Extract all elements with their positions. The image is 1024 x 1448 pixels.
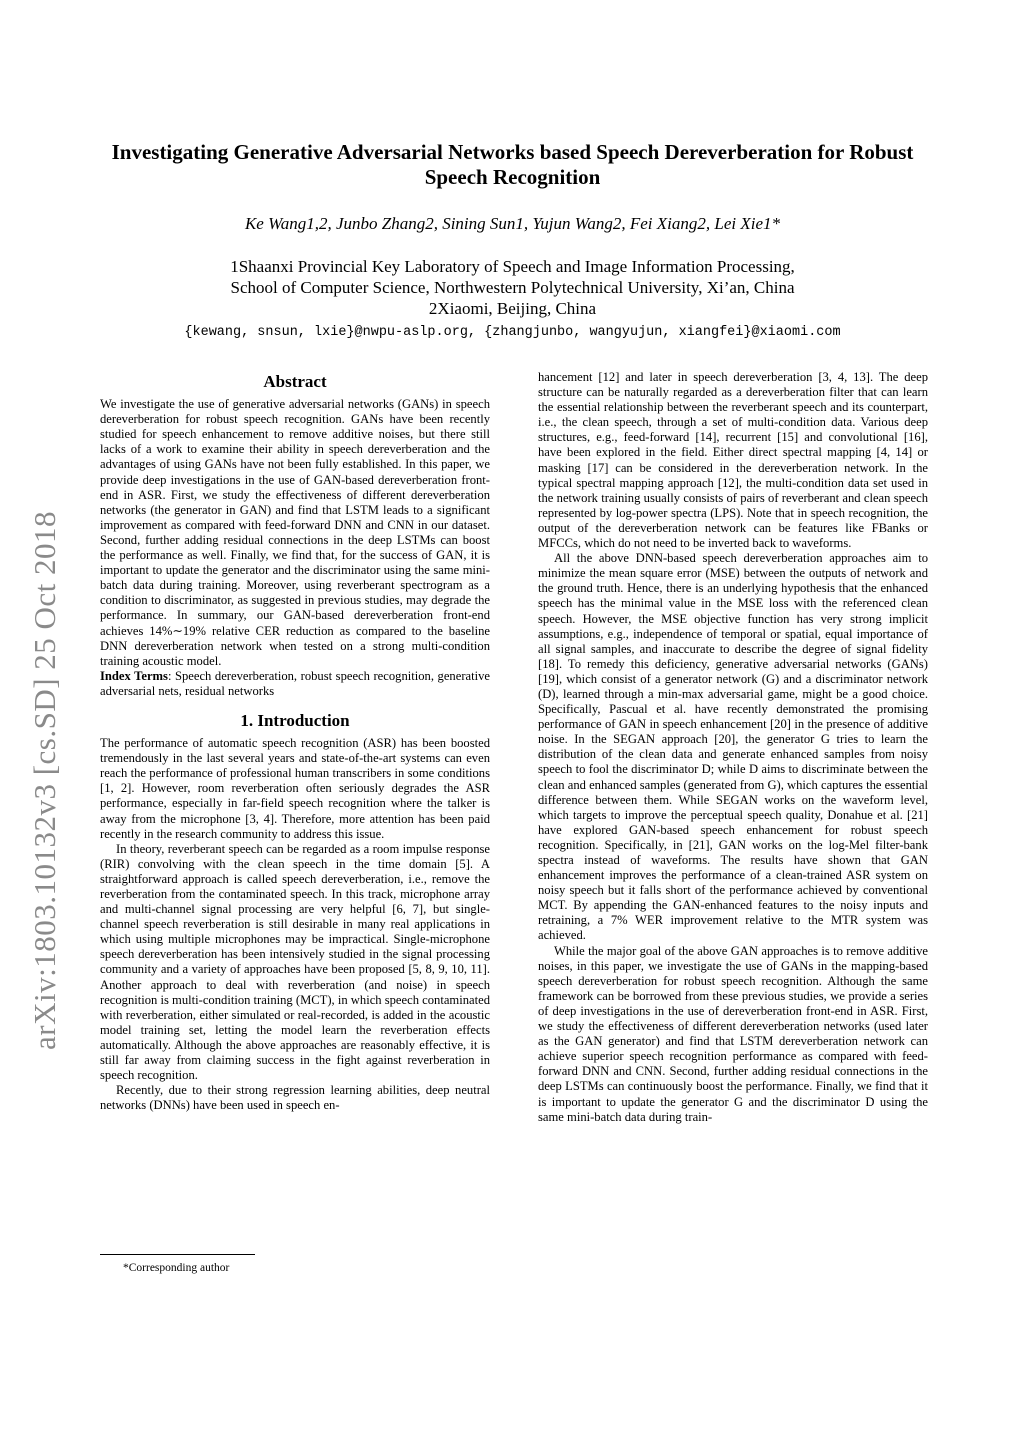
intro-paragraph-3: Recently, due to their strong regression learning abilities, deep neutral networks (DNNs) have been used in speech en-	[100, 1083, 490, 1113]
abstract-heading: Abstract	[263, 372, 327, 391]
arxiv-identifier: arXiv:1803.10132v3 [cs.SD] 25 Oct 2018	[27, 510, 62, 1050]
index-terms-text: : Speech dereverberation, robust speech recognition, generative adversarial nets, residual networks	[100, 668, 490, 698]
index-terms	[100, 669, 490, 699]
author-list: Ke Wang1,2, Junbo Zhang2, Sining Sun1, Yujun Wang2, Fei Xiang2, Lei Xie1*	[244, 214, 781, 233]
right-paragraph-1: hancement [12] and later in speech dereverberation [3, 4, 13]. The deep structure can be naturally regarded as a dereverberation filter that can learn the essential relationship between the reverberant speech and its counterpart, i.e., the clean speech, through a set of multi-condition data. Various deep structures, e.g., feed-forward [14], recurrent [15] and convolutional [16], have been explored in the field. Either direct spectral mapping [4, 14] or masking [17] can be considered in the dereverberation network. In the typical spectral mapping approach [12], the multi-condition data set used in the network training usually consists of pairs of reverberant and clean speech represented by log-power spectra (LPS). Note that in speech recognition, the output of the dereverberation network can be features like FBanks or MFCCs, which do not need to be inverted back to waveforms.	[538, 370, 928, 551]
affiliation-line-3: 2Xiaomi, Beijing, China	[428, 299, 597, 318]
index-terms-label: Index Terms	[100, 668, 168, 683]
footnote-divider	[100, 1254, 255, 1255]
introduction-heading: 1. Introduction	[240, 710, 350, 730]
right-column	[538, 370, 928, 1125]
right-paragraph-2: All the above DNN-based speech dereverberation approaches aim to minimize the mean square error (MSE) between the outputs of network and the ground truth. Hence, there is an underlying hypothesis that the enhanced speech has the minimal value in the MSE loss with the referenced clean speech. However, the MSE objective function has very strong implicit assumptions, e.g., independence of temporal or spatial, equal importance of all signal samples, and inaccurate to describe the degree of signal fidelity [18]. To remedy this deficiency, generative adversarial networks (GANs) [19], which consist of a generator network (G) and a discriminator network (D), learned through a min-max adversarial game, might be a good choice. Specifically, Pascual et al. have recently demonstrated the promising performance of GAN in speech enhancement [20] in the presence of additive noise. In the SEGAN approach [20], the generator G tries to learn the distribution of the clean data and generate enhanced samples from noisy speech to fool the discriminator D; while D aims to discriminate between the clean and enhanced samples (generated from G), which captures the essential difference between them. While SEGAN works on the waveform level, which targets to improve the perceptual speech quality, Donahue et al. [21] have explored GAN-based speech enhancement for robust speech recognition. Specifically, in [21], GAN works on the log-Mel filter-bank spectra instead of waveforms. The results have shown that GAN enhancement improves the performance of a clean-trained ASR system on noisy speech but it falls short of the performance achieved by conventional MCT. By appending the GAN-enhanced features to the noisy inputs and retraining, a 7% WER improvement relative to the MTR system was achieved.	[538, 551, 928, 943]
intro-paragraph-2: In theory, reverberant speech can be regarded as a room impulse response (RIR) convolving with the clean speech in the time domain [5]. A straightforward approach is called speech dereverberation, i.e., remove the reverberation from the contaminated speech. In this track, microphone array and multi-channel signal processing are very helpful [6, 7], but single-channel speech reverberation is still desirable in many real applications in which using multiple microphones may be impractical. Single-microphone speech dereverberation has been intensively studied in the signal processing community and a variety of approaches have been proposed [5, 8, 9, 10, 11]. Another approach to deal with reverberation (and noise) in speech recognition is multi-condition training (MCT), in which speech contaminated with reverberation, either simulated or real-recorded, is added in the acoustic model training set, letting the model learn the reverberation effects automatically. Although the above approaches are reasonably effective, it is still far away from claiming success in the fight against reverberation in speech recognition.	[100, 841, 490, 1083]
paper-title: Investigating Generative Adversarial Networks based Speech Dereverberation for Robust Speech Recognition	[111, 140, 914, 189]
affiliation-line-2: School of Computer Science, Northwestern Polytechnical University, Xi’an, China	[230, 278, 795, 297]
intro-paragraph-1: The performance of automatic speech recognition (ASR) has been boosted tremendously in the last several years and state-of-the-art systems can even reach the performance of professional human transcribers in some conditions [1, 2]. However, room reverberation often seriously degrades the ASR performance, especially in far-field speech recognition where the talker is away from the microphone [3, 4]. Therefore, more attention has been paid recently in the research community to address this issue.	[100, 736, 490, 841]
right-paragraph-3: While the major goal of the above GAN approaches is to remove additive noises, in this paper, we investigate the use of GANs in the mapping-based speech dereverberation for robust speech recognition. Although the same framework can be borrowed from these previous studies, we provide a series of deep investigations in the use of dereverberation front-end in ASR. First, we study the effectiveness of different dereverberation networks (used later as the GAN generator) and find that LSTM dereverberation network can achieve superior speech recognition performance as compared with feed-forward DNN and CNN. Second, further adding residual connections in the deep LSTMs can continuously boost the performance. Finally, we find that it is important to update the generator G and the discriminator D using the same mini-batch data during train-	[538, 943, 928, 1124]
author-emails: {kewang, snsun, lxie}@nwpu-aslp.org, {zhangjunbo, wangyujun, xiangfei}@xiaomi.com	[184, 325, 841, 340]
abstract-text: We investigate the use of generative adversarial networks (GANs) in speech dereverberation for robust speech recognition. GANs have been recently studied for speech enhancement to remove additive noises, but there still lacks of a work to examine their ability in speech dereverberation and the advantages of using GANs have not been fully established. In this paper, we provide deep investigations in the use of GAN-based dereverberation front-end in ASR. First, we study the effectiveness of different dereverberation networks (the generator in GAN) and find that LSTM leads to a significant improvement as compared with feed-forward DNN and CNN in our dataset. Second, further adding residual connections in the deep LSTMs can boost the performance as well. Finally, we find that, for the success of GAN, it is important to update the generator and the discriminator using the same mini-batch data during training. Moreover, using reverberant spectrogram as a condition to discriminator, as suggested in previous studies, may degrade the performance. In summary, our GAN-based dereverberation front-end achieves 14%∼19% relative CER reduction as compared to the baseline DNN dereverberation network when tested on a strong multi-condition training acoustic model.	[100, 397, 490, 668]
corresponding-author-footnote: *Corresponding author	[123, 1262, 230, 1274]
affiliation-line-1: 1Shaanxi Provincial Key Laboratory of Speech and Image Information Processing,	[230, 257, 795, 276]
affiliations	[90, 256, 935, 319]
left-column	[100, 370, 490, 1113]
